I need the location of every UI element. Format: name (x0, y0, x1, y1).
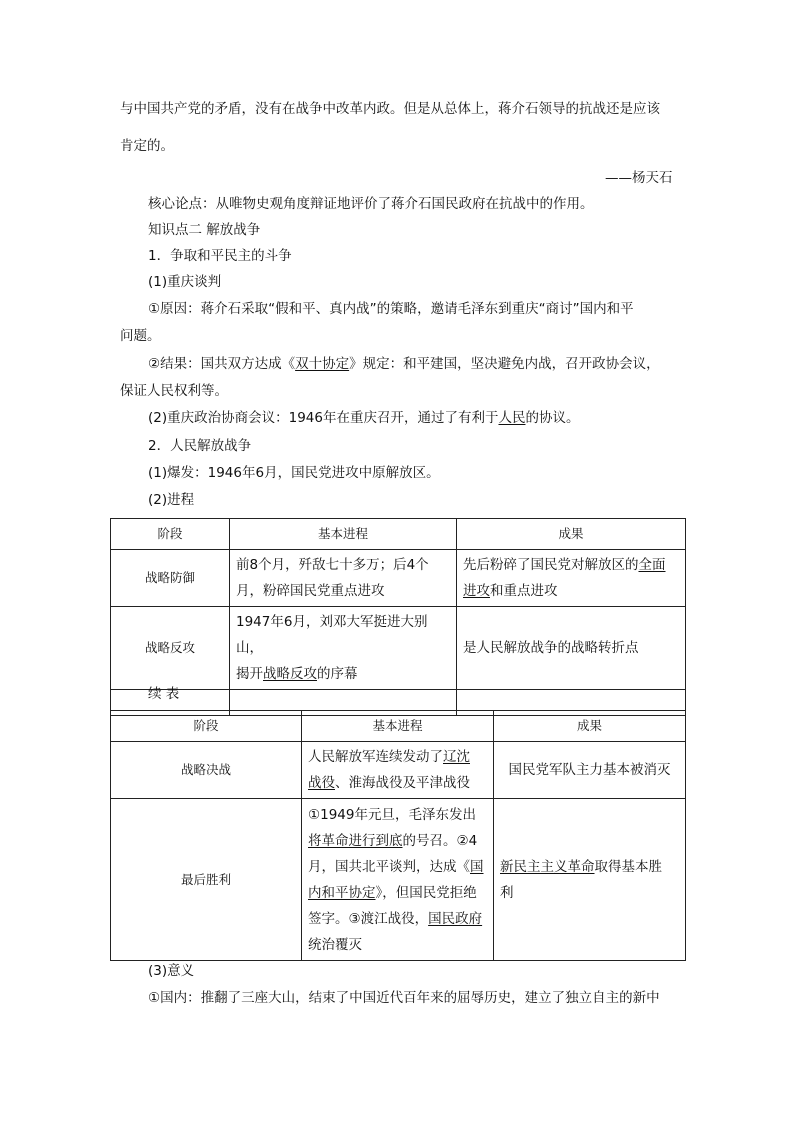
table-header: 成果 (494, 711, 686, 742)
result-cell: 先后粉碎了国民党对解放区的全面 进攻和重点进攻 (457, 550, 686, 607)
underlined-term: 人民 (498, 410, 526, 426)
process-cell: 前8个月，歼敌七十多万；后4个 月，粉碎国民党重点进攻 (230, 550, 457, 607)
table-header: 成果 (457, 519, 686, 550)
process-cell: ①1949年元旦，毛泽东发出 将革命进行到底的号召。②4 月，国共北平谈判，达成《国 内和平协定》，但国民党拒绝 签字。③渡江战役，国民政府 统治覆灭 (302, 799, 494, 961)
progress-table (110, 518, 686, 716)
section-heading: 知识点二 解放战争 (148, 222, 261, 238)
result-line: ②结果：国共双方达成《双十协定》规定：和平建国，坚决避免内战，召开政协会议， (148, 356, 660, 372)
result-cell: 新民主主义革命取得基本胜 利 (494, 799, 686, 961)
core-argument: 核心论点：从唯物史观角度辩证地评价了蒋介石国民政府在抗战中的作用。 (148, 196, 594, 212)
stage-cell: 战略决战 (111, 742, 302, 799)
underlined-term: 双十协定 (295, 356, 350, 372)
table-header: 基本进程 (302, 711, 494, 742)
process-cell: 人民解放军连续发动了辽沈 战役、淮海战役及平津战役 (302, 742, 494, 799)
subsection-heading: 2．人民解放战争 (148, 438, 252, 454)
outbreak-line: (1)爆发：1946年6月，国民党进攻中原解放区。 (148, 465, 440, 481)
result-cell: 国民党军队主力基本被消灭 (494, 742, 686, 799)
reason-line: ①原因：蒋介石采取“假和平、真内战”的策略，邀请毛泽东到重庆“商讨”国内和平 (148, 301, 634, 317)
continued-label: 续 表 (148, 686, 180, 702)
table-header: 基本进程 (230, 519, 457, 550)
table-header: 阶段 (111, 519, 230, 550)
table-header: 阶段 (111, 711, 302, 742)
stage-cell: 战略反攻 (111, 607, 230, 690)
subsection-heading: 1．争取和平民主的斗争 (148, 248, 292, 264)
progress-line: (2)进程 (148, 492, 195, 508)
paragraph-line: 与中国共产党的矛盾，没有在战争中改革内政。但是从总体上，蒋介石领导的抗战还是应该 (120, 101, 660, 117)
subsection-item: (1)重庆谈判 (148, 274, 222, 290)
progress-table-continued (110, 710, 686, 961)
process-cell: 1947年6月，刘邓大军挺进大别山， 揭开战略反攻的序幕 (230, 607, 457, 690)
stage-cell: 最后胜利 (111, 799, 302, 961)
meaning-line: (3)意义 (148, 963, 195, 979)
quote-author: ——杨天石 (605, 170, 673, 186)
result-line-2: 保证人民权利等。 (120, 383, 228, 399)
result-cell: 是人民解放战争的战略转折点 (457, 607, 686, 690)
paragraph-line: 肯定的。 (120, 138, 174, 154)
reason-line-2: 问题。 (120, 328, 161, 344)
pcc-line: (2)重庆政治协商会议：1946年在重庆召开，通过了有利于人民的协议。 (148, 410, 580, 426)
stage-cell: 战略防御 (111, 550, 230, 607)
domestic-line: ①国内：推翻了三座大山，结束了中国近代百年来的屈辱历史，建立了独立自主的新中 (148, 990, 660, 1006)
